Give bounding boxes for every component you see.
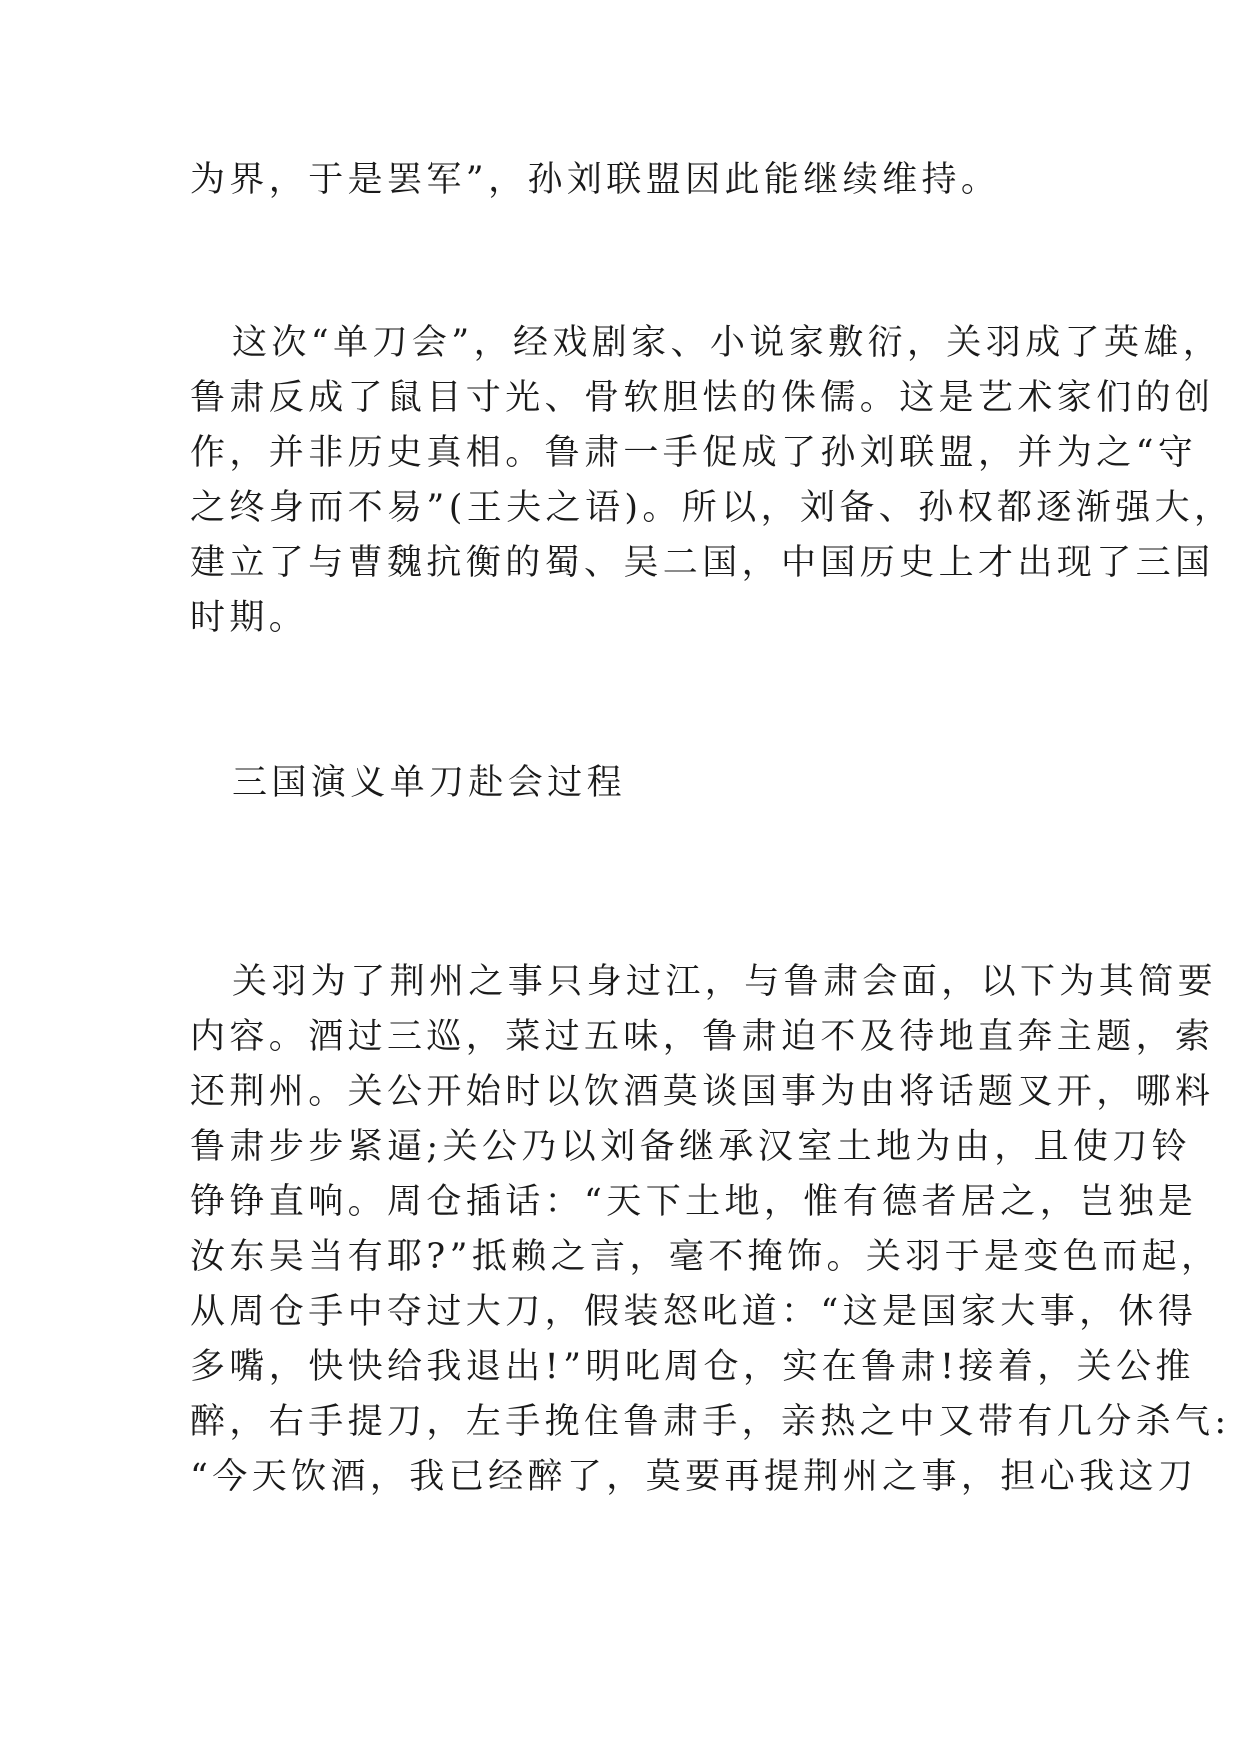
- paragraph-line: 之终身而不易”(王夫之语)。所以，刘备、孙权都逐渐强大，: [190, 488, 1234, 528]
- paragraph-line: 从周仓手中夺过大刀，假装怒叱道：“这是国家大事，休得: [190, 1292, 1198, 1332]
- paragraph-line: 多嘴，快快给我退出!”明叱周仓，实在鲁肃!接着，关公推: [190, 1347, 1195, 1387]
- paragraph-line: 还荆州。关公开始时以饮酒莫谈国事为由将话题叉开，哪料: [190, 1072, 1215, 1112]
- section-heading: 三国演义单刀赴会过程: [232, 763, 627, 803]
- paragraph-line: 建立了与曹魏抗衡的蜀、吴二国，中国历史上才出现了三国: [190, 543, 1215, 583]
- paragraph-line: 时期。: [190, 598, 309, 638]
- paragraph-line: 内容。酒过三巡，菜过五味，鲁肃迫不及待地直奔主题，索: [190, 1017, 1215, 1057]
- paragraph-line: 这次“单刀会”，经戏剧家、小说家敷衍，关羽成了英雄，: [232, 323, 1223, 363]
- paragraph-line: 醉，右手提刀，左手挽住鲁肃手，亲热之中又带有几分杀气:: [190, 1402, 1231, 1442]
- paragraph-line: 汝东吴当有耶?”抵赖之言，毫不掩饰。关羽于是变色而起，: [190, 1237, 1221, 1277]
- paragraph-line: 铮铮直响。周仓插话：“天下土地，惟有德者居之，岂独是: [190, 1182, 1198, 1222]
- paragraph-line: 鲁肃反成了鼠目寸光、骨软胆怯的侏儒。这是艺术家们的创: [190, 378, 1215, 418]
- paragraph-line: “今天饮酒，我已经醉了，莫要再提荆州之事，担心我这刀: [190, 1457, 1198, 1497]
- paragraph-line: 鲁肃步步紧逼;关公乃以刘备继承汉室土地为由，且使刀铃: [190, 1127, 1192, 1167]
- paragraph-line: 作，并非历史真相。鲁肃一手促成了孙刘联盟，并为之“守: [190, 433, 1198, 473]
- paragraph-line: 为界，于是罢军”，孙刘联盟因此能继续维持。: [190, 160, 1001, 200]
- paragraph-line: 关羽为了荆州之事只身过江，与鲁肃会面，以下为其简要: [232, 962, 1218, 1002]
